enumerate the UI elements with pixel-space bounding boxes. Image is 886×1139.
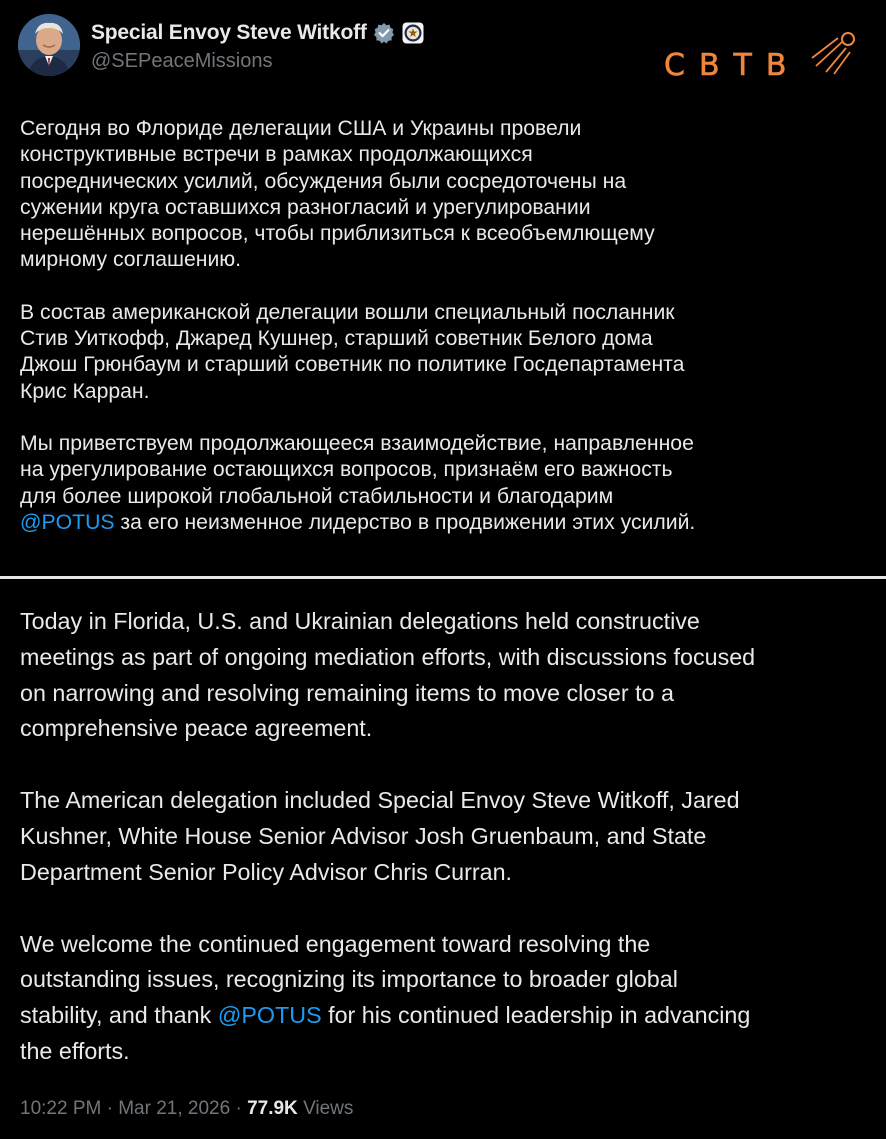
avatar[interactable] bbox=[18, 14, 80, 76]
channel-logo-text: СВТВ bbox=[664, 48, 801, 83]
en-paragraph-3 bbox=[20, 927, 872, 1070]
ru-paragraph-1: Сегодня во Флориде делегации США и Украины провели конструктивные встречи в рамках продолжающихся посреднических усилий, обсуждения были сосредоточены на сужении круга оставшихся разногласий и урегулировании нерешённых вопросов, чтобы приблизиться к всеобъемлющему мирному соглашению. bbox=[20, 117, 655, 272]
post-text-russian bbox=[20, 116, 872, 562]
meta-separator: · bbox=[101, 1098, 119, 1119]
post-metadata bbox=[20, 1098, 353, 1120]
verified-badge-icon[interactable] bbox=[373, 22, 395, 44]
post-time[interactable]: 10:22 PM bbox=[20, 1098, 102, 1119]
translation-divider bbox=[0, 576, 886, 579]
views-count[interactable]: 77.9K bbox=[247, 1098, 298, 1119]
channel-watermark bbox=[664, 28, 860, 88]
meta-separator: · bbox=[230, 1098, 248, 1119]
ru-paragraph-3-text-end: за его неизменное лидерство в продвижении этих усилий. bbox=[114, 510, 696, 534]
avatar-portrait-icon bbox=[18, 14, 80, 76]
post-date[interactable]: Mar 21, 2026 bbox=[118, 1098, 231, 1119]
author-display-name[interactable]: Special Envoy Steve Witkoff bbox=[91, 21, 367, 44]
post-text-english bbox=[20, 604, 872, 1106]
satellite-icon bbox=[804, 28, 860, 78]
en-paragraph-3-text-end: for his continued leadership in advancing the efforts. bbox=[20, 1002, 751, 1064]
en-paragraph-2: The American delegation included Special Envoy Steve Witkoff, Jared Kushner, White House Senior Advisor Josh Gruenbaum, and State Department Senior Policy Advisor Chris Curran. bbox=[20, 787, 740, 885]
author-handle[interactable]: @SEPeaceMissions bbox=[91, 50, 273, 72]
state-department-seal-icon[interactable] bbox=[402, 22, 424, 44]
en-paragraph-1: Today in Florida, U.S. and Ukrainian delegations held constructive meetings as part of ongoing mediation efforts, with discussions focused on narrowing and resolving remaining items to move closer to a comprehensive peace agreement. bbox=[20, 608, 756, 742]
ru-paragraph-3 bbox=[20, 431, 872, 536]
views-label: Views bbox=[303, 1098, 354, 1119]
mention-link-potus[interactable]: @POTUS bbox=[20, 510, 115, 534]
ru-paragraph-2: В состав американской делегации вошли специальный посланник Стив Уиткофф, Джаред Кушнер, старший советник Белого дома Джош Грюнбаум и старший советник по политике Госдепартамента Крис Карран. bbox=[20, 300, 685, 403]
mention-link-potus[interactable]: @POTUS bbox=[217, 1002, 322, 1029]
en-paragraph-3-text: We welcome the continued engagement toward resolving the outstanding issues, recognizing its importance to broader global stability, and thank bbox=[20, 930, 678, 1029]
author-name-row bbox=[91, 20, 424, 46]
ru-paragraph-3-text: Мы приветствуем продолжающееся взаимодействие, направленное на урегулирование остающихся вопросов, признаём его важность для более широкой глобальной стабильности и благодарим bbox=[20, 431, 694, 508]
